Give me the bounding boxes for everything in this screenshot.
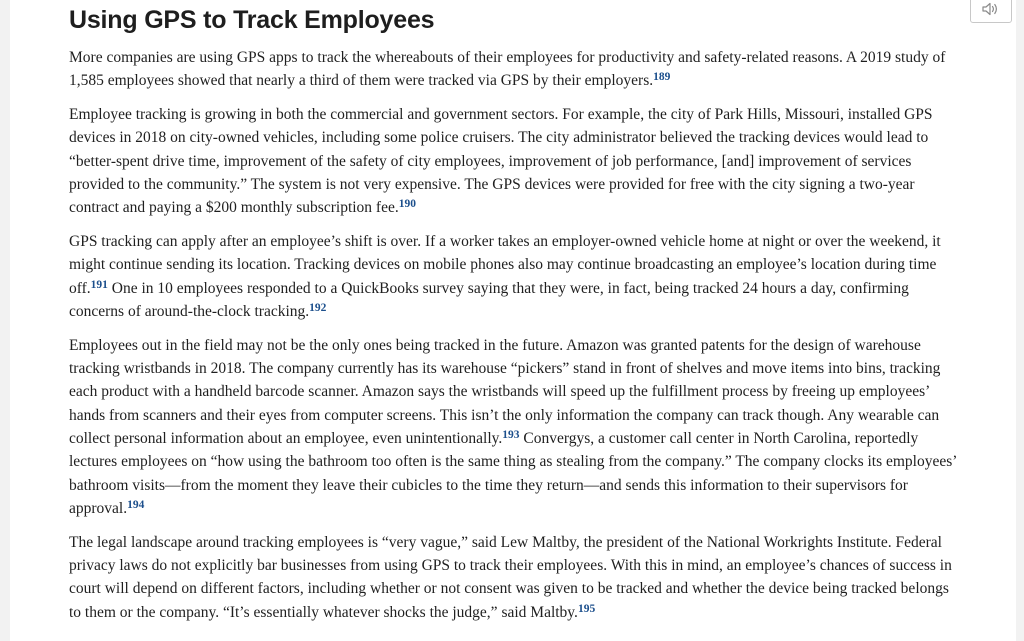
paragraph-5: [69, 531, 964, 624]
footnote-link[interactable]: 192: [309, 301, 327, 314]
article-body: [69, 46, 964, 634]
page-title: Using GPS to Track Employees: [69, 6, 435, 34]
page: [10, 0, 1016, 641]
paragraph-text: One in 10 employees responded to a QuickBooks survey saying that they were, in fact, being tracked 24 hours a day, confirming concerns of around-the-clock tracking.: [69, 279, 909, 320]
paragraph-3: [69, 230, 964, 323]
paragraph-text: Employees out in the field may not be the only ones being tracked in the future. Amazon was granted patents for the design of warehouse tracking wristbands in 2018. The company currently has its warehouse “pickers” stand in front of shelves and move items into bins, tracking each product with a handheld barcode scanner. Amazon says the wristbands will speed up the fulfillment process by freeing up employees’ hands from scanners and their eyes from computer screens. This isn’t the only information the company can track though. Any wearable can collect personal information about an employee, even unintentionally.: [69, 336, 941, 447]
footnote-link[interactable]: 195: [577, 602, 596, 615]
paragraph-text: Employee tracking is growing in both the commercial and government sectors. For example, the city of Park Hills, Missouri, installed GPS devices in 2018 on city-owned vehicles, including some police cruisers. The city administrator believed the tracking devices would lead to “better-spent drive time, improvement of the safety of city employees, improvement of job performance, [and] improvement of services provided to the community.” The system is not very expensive. The GPS devices were provided for free with the city signing a two-year contract and paying a $200 monthly subscription fee.: [69, 106, 933, 217]
listen-button[interactable]: [970, 0, 1012, 23]
paragraph-4: [69, 334, 964, 520]
footnote-link[interactable]: 194: [127, 498, 145, 511]
footnote-link[interactable]: 191: [90, 278, 108, 291]
speaker-icon: [982, 2, 1000, 16]
paragraph-text: The legal landscape around tracking employees is “very vague,” said Lew Maltby, the president of the National Workrights Institute. Federal privacy laws do not explicitly bar businesses from using GPS to track their employees. With this in mind, an employee’s chances of success in court will depend on different factors, including whether or not consent was given to be tracked and whether the device being tracked belongs to them or the company. “It’s essentially whatever shocks the judge,” said Maltby.: [69, 533, 952, 621]
paragraph-text: More companies are using GPS apps to track the whereabouts of their employees for productivity and safety-related reasons. A 2019 study of 1,585 employees showed that nearly a third of them were tracked via GPS by their employers.: [69, 49, 946, 90]
footnote-link[interactable]: 190: [398, 198, 416, 211]
footnote-link[interactable]: 189: [653, 71, 671, 84]
paragraph-text: Convergys, a customer call center in North Carolina, reportedly lectures employees on “how using the bathroom too often is the same thing as stealing from the company.” The company clocks its employees’ bathroom visits—from the moment they leave their cubicles to the time they return—and sends this information to their supervisors for approval.: [69, 429, 957, 517]
paragraph-text: GPS tracking can apply after an employee’s shift is over. If a worker takes an employer-owned vehicle home at night or over the weekend, it might continue sending its location. Tracking devices on mobile phones also may continue broadcasting an employee’s location during time off.: [69, 233, 941, 297]
paragraph-2: [69, 103, 964, 219]
paragraph-1: [69, 46, 964, 93]
footnote-link[interactable]: 193: [502, 428, 520, 441]
